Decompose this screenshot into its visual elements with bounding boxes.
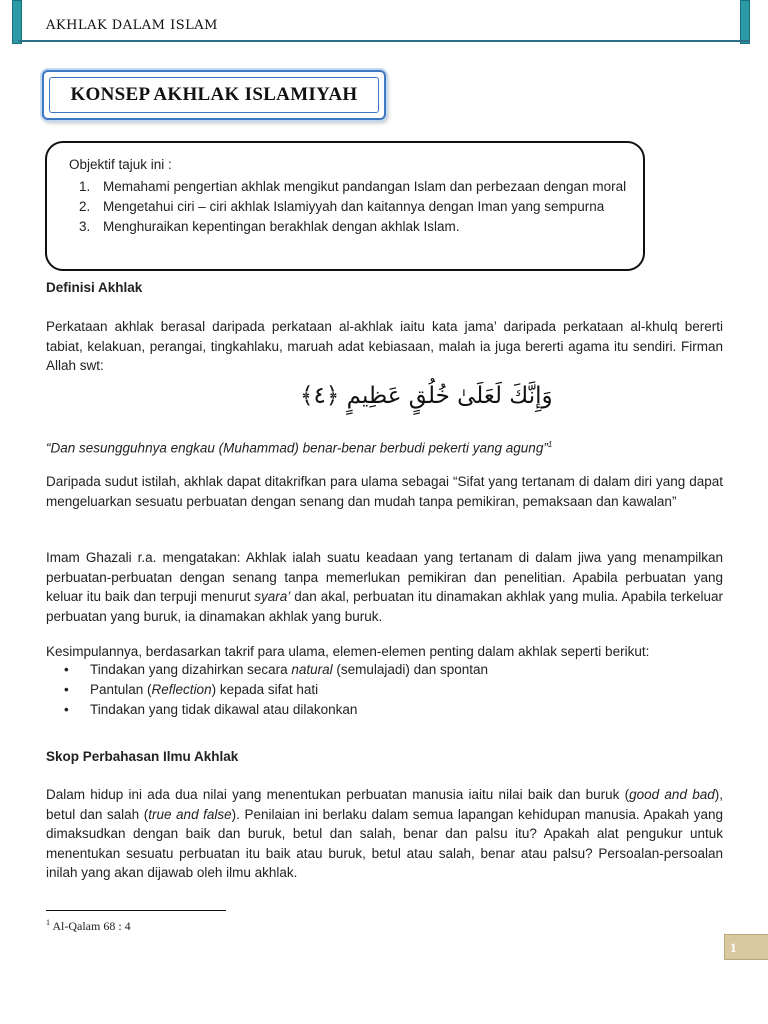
list-item: • Pantulan (Reflection) kepada sifat hati	[64, 680, 488, 700]
objective-item: 1. Memahami pengertian akhlak mengikut pandangan Islam dan perbezaan dengan moral	[79, 179, 627, 194]
paragraph-skop: Dalam hidup ini ada dua nilai yang menentukan perbuatan manusia iaitu nilai baik dan buruk (good and bad), betul dan salah (true and false). Penilaian ini berlaku dalam semua lapangan kehidupan manusia. Apakah yang dimaksudkan dengan baik dan buruk, betul dan salah, benar dan palsu itu? Apakah alat pengukur untuk menentukan sesuatu perbuatan itu baik atau buruk, betul atau salah, benar atau palsu? Persoalan-persoalan inilah yang akan dijawab oleh ilmu akhlak.	[46, 787, 724, 880]
list-item: • Tindakan yang tidak dikawal atau dilakonkan	[64, 700, 488, 720]
footnote-ref: 1	[547, 440, 553, 449]
paragraph-etymology: Perkataan akhlak berasal daripada perkataan al-akhlak iaitu kata jama’ daripada perkataan al-khulq bererti tabiat, kelakuan, perangai, tingkahlaku, maruah adat kebiasaan, malah ia juga bererti agama itu sendiri. Firman Allah swt:	[46, 319, 723, 373]
paragraph-terminology: Daripada sudut istilah, akhlak dapat ditakrifkan para ulama sebagai “Sifat yang tertanam di dalam diri yang dapat mengeluarkan sesuatu perbuatan dengan senang dan mudah tanpa pemikiran, pemaksaan dan kawalan”	[46, 474, 723, 509]
chapter-title-box	[42, 70, 386, 120]
list-item: • Tindakan yang dizahirkan secara natural (semulajadi) dan spontan	[64, 660, 488, 680]
page-number: 1	[730, 940, 737, 955]
section-heading-skop: Skop Perbahasan Ilmu Akhlak	[46, 749, 239, 764]
header-accent-right	[740, 0, 750, 44]
footnote: $^1$ Al-Qalam 68 : 4	[46, 918, 131, 933]
objectives-box	[45, 141, 645, 271]
objective-item: 3. Menghuraikan kepentingan berakhlak dengan akhlak Islam.	[79, 219, 460, 234]
running-header-title: AKHLAK DALAM ISLAM	[46, 18, 218, 33]
paragraph-conclusion: Kesimpulannya, berdasarkan takrif para ulama, elemen-elemen penting dalam akhlak seperti berikut:	[46, 644, 650, 659]
paragraph-ghazali: Imam Ghazali r.a. mengatakan: Akhlak ialah suatu keadaan yang tertanam di dalam jiwa yang menampilkan perbuatan-perbuatan dengan senang tanpa memerlukan pemikiran dan penelitian. Apabila perbuatan yang keluar itu baik dan terpuji menurut syara’ dan akal, perbuatan itu dinamakan akhlak yang mulia. Apabila terkeluar perbuatan yang buruk, ia dinamakan akhlak yang buruk.	[46, 550, 723, 624]
chapter-title: KONSEP AKHLAK ISLAMIYAH	[49, 77, 379, 113]
elements-list	[64, 660, 488, 720]
verse-translation: “Dan sesungguhnya engkau (Muhammad) benar-benar berbudi pekerti yang agung”$^1$	[46, 440, 553, 456]
quran-verse: وَإِنَّكَ لَعَلَىٰ خُلُقٍ عَظِيمٍ ﴿٤﴾	[300, 383, 553, 409]
header-accent-left	[12, 0, 22, 44]
header-rule	[18, 40, 750, 42]
objectives-list	[79, 177, 626, 237]
objective-item: 2. Mengetahui ciri – ciri akhlak Islamiyyah dan kaitannya dengan Iman yang sempurna	[79, 199, 605, 214]
section-heading-definisi: Definisi Akhlak	[46, 280, 143, 295]
objectives-heading: Objektif tajuk ini :	[69, 157, 172, 172]
footnote-rule	[46, 910, 226, 911]
